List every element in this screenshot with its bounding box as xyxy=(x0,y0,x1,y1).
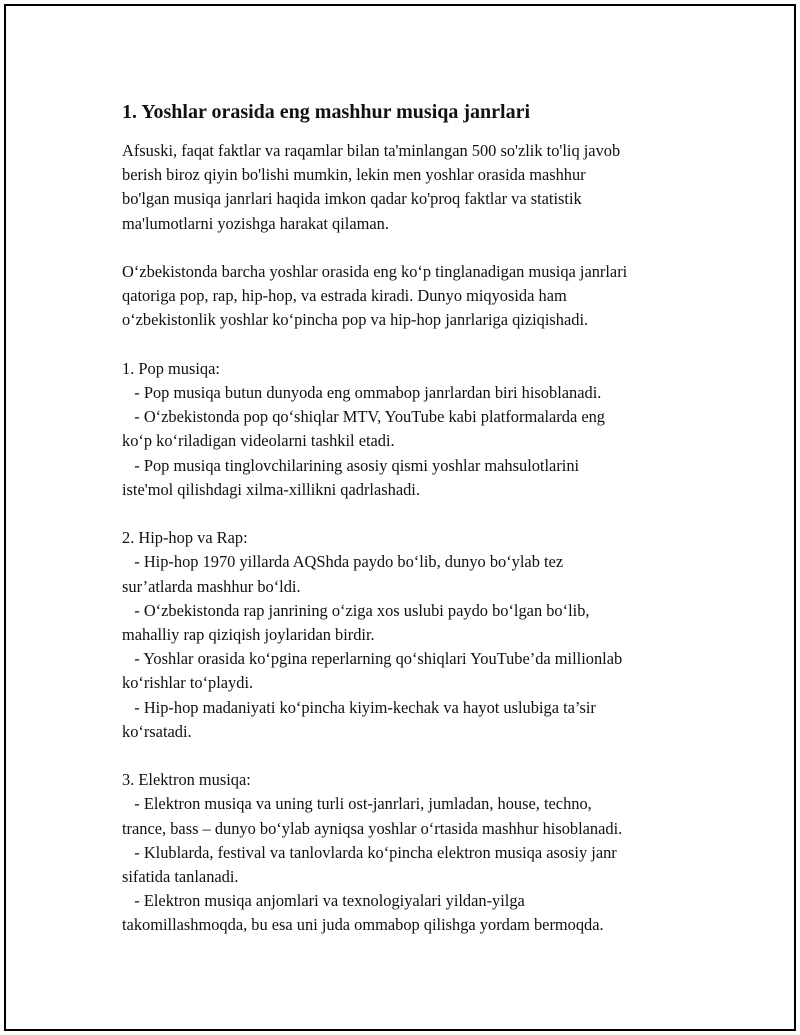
text-line: ma'lumotlarni yozishga harakat qilaman. xyxy=(122,213,389,233)
text-line: - Klublarda, festival va tanlovlarda ko‘pincha elektron musiqa asosiy janr xyxy=(122,842,617,862)
paragraph-gap xyxy=(122,502,712,526)
text-line: berish biroz qiyin bo'lishi mumkin, lekin men yoshlar orasida mashhur xyxy=(122,165,586,185)
text-line: takomillashmoqda, bu esa uni juda ommabop qilishga yordam bermoqda. xyxy=(122,915,604,935)
text-line: - Yoshlar orasida ko‘pgina reperlarning qo‘shiqlari YouTube’da millionlab xyxy=(122,649,623,669)
text-line: o‘zbekistonlik yoshlar ko‘pincha pop va hip-hop janrlariga qiziqishadi. xyxy=(122,310,589,330)
text-line: sifatida tanlanadi. xyxy=(122,867,239,887)
overview-paragraph xyxy=(122,260,712,333)
text-line: mahalliy rap qiziqish joylaridan birdir. xyxy=(122,625,375,645)
text-line: ko‘p ko‘riladigan videolarni tashkil etadi. xyxy=(122,431,395,451)
text-line: - O‘zbekistonda pop qo‘shiqlar MTV, YouTube kabi platformalarda eng xyxy=(122,407,606,427)
section-hiphop xyxy=(122,526,712,744)
text-line: trance, bass – dunyo bo‘ylab ayniqsa yoshlar o‘rtasida mashhur hisoblanadi. xyxy=(122,818,623,838)
text-line: ko‘rishlar to‘playdi. xyxy=(122,673,254,693)
text-line: bo'lgan musiqa janrlari haqida imkon qadar ko'proq faktlar va statistik xyxy=(122,189,582,209)
page-frame xyxy=(4,4,796,1031)
text-line: - Pop musiqa tinglovchilarining asosiy qismi yoshlar mahsulotlarini xyxy=(122,455,580,475)
text-line: O‘zbekistonda barcha yoshlar orasida eng ko‘p tinglanadigan musiqa janrlari xyxy=(122,262,628,281)
text-line: - Hip-hop madaniyati ko‘pincha kiyim-kechak va hayot uslubiga ta’sir xyxy=(122,697,596,717)
text-line: iste'mol qilishdagi xilma-xillikni qadrlashadi. xyxy=(122,479,420,499)
section-heading: 3. Elektron musiqa: xyxy=(122,770,251,790)
section-pop xyxy=(122,357,712,502)
text-line: qatoriga pop, rap, hip-hop, va estrada kiradi. Dunyo miqyosida ham xyxy=(122,286,567,306)
text-line: sur’atlarda mashhur bo‘ldi. xyxy=(122,576,301,596)
text-line: - Elektron musiqa anjomlari va texnologiyalari yildan-yilga xyxy=(122,891,525,911)
intro-paragraph xyxy=(122,139,712,236)
text-line: - O‘zbekistonda rap janrining o‘ziga xos uslubi paydo bo‘lgan bo‘lib, xyxy=(122,600,590,620)
text-line: - Hip-hop 1970 yillarda AQShda paydo bo‘lib, dunyo bo‘ylab tez xyxy=(122,552,564,572)
document-title: 1. Yoshlar orasida eng mashhur musiqa janrlari xyxy=(122,101,531,123)
paragraph-gap xyxy=(122,333,712,357)
text-line: ko‘rsatadi. xyxy=(122,721,192,741)
section-heading: 2. Hip-hop va Rap: xyxy=(122,528,248,548)
text-line: - Elektron musiqa va uning turli ost-janrlari, jumladan, house, techno, xyxy=(122,794,592,814)
text-line: - Pop musiqa butun dunyoda eng ommabop janrlardan biri hisoblanadi. xyxy=(122,383,602,402)
paragraph-gap xyxy=(122,236,712,260)
document-body xyxy=(122,99,712,938)
section-electronic xyxy=(122,768,712,937)
section-heading: 1. Pop musiqa: xyxy=(122,358,220,378)
paragraph-gap xyxy=(122,744,712,768)
text-line: Afsuski, faqat faktlar va raqamlar bilan ta'minlangan 500 so'zlik to'liq javob xyxy=(122,141,621,160)
